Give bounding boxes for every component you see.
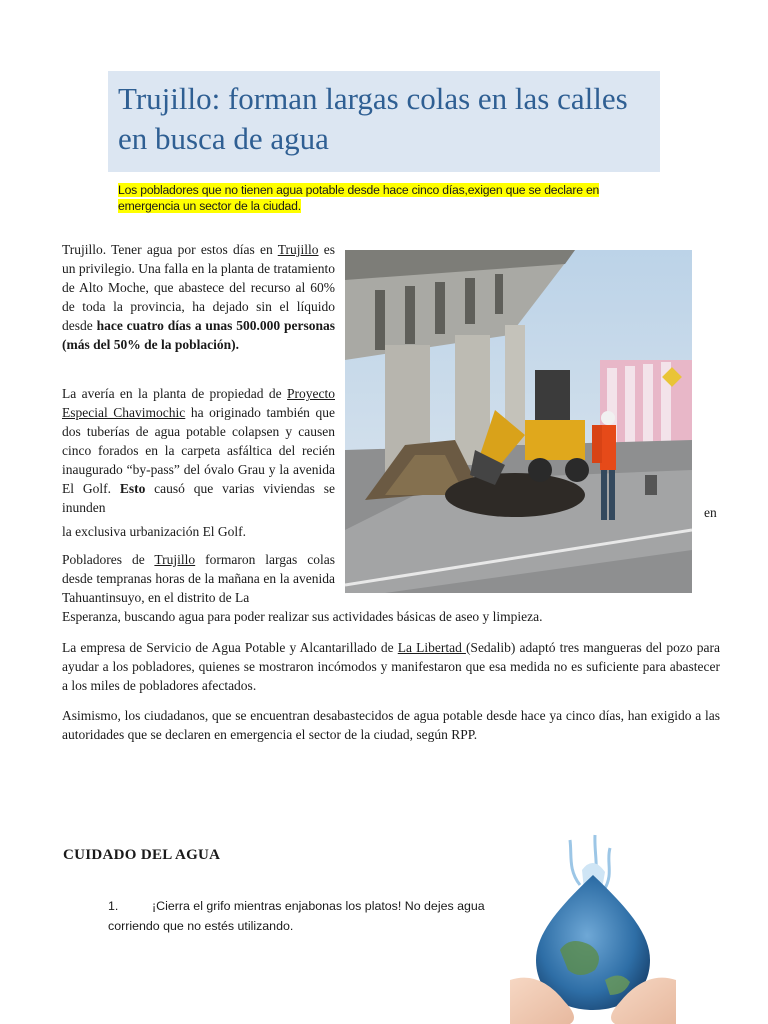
paragraph-4 [62, 638, 720, 695]
water-globe-image [510, 830, 676, 1024]
p1-text-b: es un privilegio. Una falla en la planta de tratamiento de Alto Moche, que abastece del recurso al 60% de toda la provincia, ha dejado sin el líquido desde [62, 242, 335, 333]
p1-bold: hace cuatro días a unas 500.000 personas (más del 50% de la población). [62, 318, 335, 352]
p4-text-a: La empresa de Servicio de Agua Potable y Alcantarillado de [62, 640, 398, 655]
link-trujillo-2[interactable]: Trujillo [154, 552, 196, 567]
paragraph-3 [62, 550, 335, 607]
link-la-libertad[interactable]: La Libertad [397, 640, 466, 655]
p2-wrap-en: en [704, 505, 717, 520]
p4-text-b: (Sedalib) adaptó tres mangueras del pozo para ayudar a los pobladores, quienes se mostraron incómodos y manifestaron que esa medida no es suficiente para abastecer a los miles de pobladores afectados. [62, 640, 721, 693]
paragraph-5: Asimismo, los ciudadanos, que se encuentran desabastecidos de agua potable desde hace ya cinco días, han exigido a las autoridades que se declaren en emergencia el sector de la ciudad, según RPP. [62, 708, 720, 742]
lead-paragraph [118, 182, 638, 214]
p3-text-b: formaron largas colas desde tempranas horas de la mañana en la avenida Tahuantinsuyo, en el distrito de La [62, 552, 335, 605]
p3-wrap-line: Esperanza, buscando agua para poder realizar sus actividades básicas de aseo y limpieza. [62, 609, 543, 624]
link-trujillo[interactable]: Trujillo [277, 242, 319, 257]
list-text: ¡Cierra el grifo mientras enjabonas los platos! No dejes agua corriendo que no estés utilizando. [108, 899, 485, 933]
tips-list [108, 896, 503, 936]
p1-text-a: Trujillo. Tener agua por estos días en [62, 242, 278, 257]
p2-wrap-line: la exclusiva urbanización El Golf. [62, 524, 247, 539]
link-chavimochic[interactable]: Proyecto Especial Chavimochic [62, 386, 335, 420]
p3-text-a: Pobladores de [62, 552, 155, 567]
title-box [108, 71, 660, 172]
p2-text-b: ha originado también que dos tuberías de agua potable colapsen y causen cinco forados en la carpeta asfáltica del recién inaugurado “by-pass” del óvalo Grau y la avenida El Golf. [62, 405, 335, 496]
p2-text-a: La avería en la planta de propiedad de [62, 386, 287, 401]
article-title: Trujillo: forman largas colas en las calles en busca de agua [118, 81, 628, 156]
excavation-photo [345, 250, 692, 593]
list-number: 1. [108, 899, 119, 913]
paragraph-2 [62, 384, 335, 517]
section-heading: CUIDADO DEL AGUA [63, 847, 221, 863]
p2-text-c: causó que varias viviendas se inunden [62, 481, 335, 515]
paragraph-1 [62, 240, 335, 354]
lead-highlight: Los pobladores que no tienen agua potable desde hace cinco días,exigen que se declare en emergencia un sector de la ciudad. [118, 183, 600, 213]
list-item [108, 896, 503, 936]
p2-bold: Esto [119, 481, 146, 496]
